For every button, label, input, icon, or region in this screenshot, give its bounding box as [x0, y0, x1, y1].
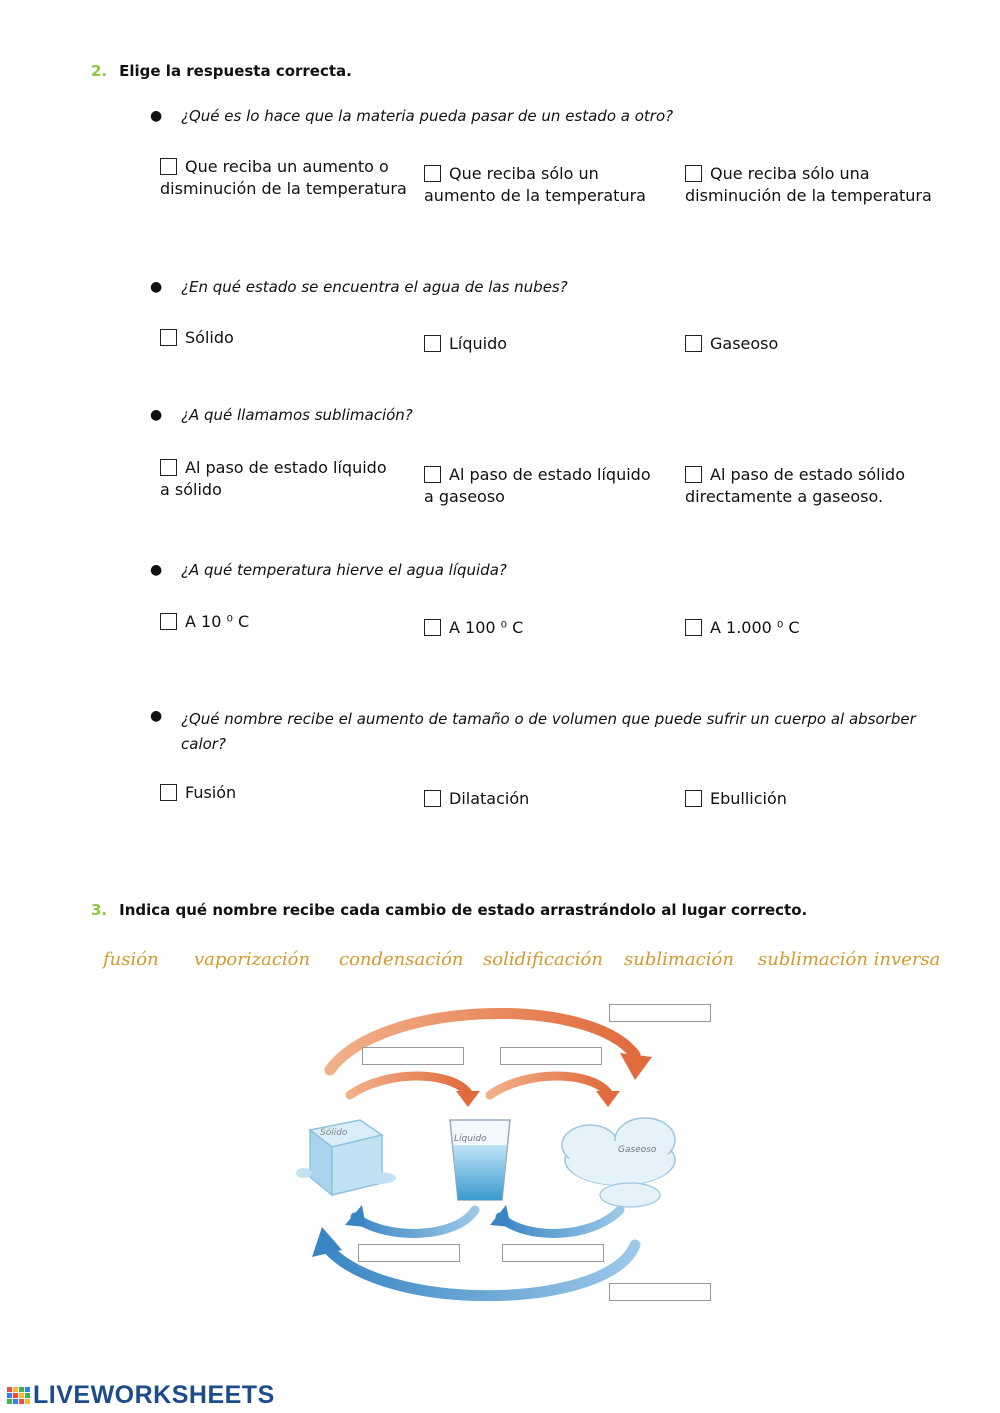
option-q2-a[interactable]: [160, 327, 234, 349]
option-line-1: Que reciba un aumento o: [185, 157, 389, 176]
solid-ice-illustration: [296, 1120, 396, 1195]
checkbox[interactable]: [685, 619, 702, 636]
checkbox[interactable]: [160, 158, 177, 175]
checkbox[interactable]: [685, 335, 702, 352]
question-line-2: calor?: [181, 735, 226, 753]
option-label: A 100 ⁰ C: [449, 618, 524, 637]
question-text: ¿En qué estado se encuentra el agua de las nubes?: [181, 278, 568, 296]
checkbox[interactable]: [424, 335, 441, 352]
option-line-1: Al paso de estado líquido: [449, 465, 651, 484]
checkbox[interactable]: [424, 466, 441, 483]
section-title: Elige la respuesta correcta.: [119, 62, 352, 80]
option-q4-a[interactable]: [160, 611, 249, 633]
drop-target-sublimation[interactable]: [609, 1004, 711, 1022]
bullet-icon: ●: [150, 407, 163, 423]
option-line-2: aumento de la temperatura: [424, 186, 646, 205]
logo-text: LIVEWORKSHEETS: [33, 1381, 275, 1409]
liveworksheets-logo[interactable]: [7, 1381, 275, 1410]
drop-target-inverse-sublimation[interactable]: [609, 1283, 711, 1301]
label-gas: Gaseoso: [618, 1145, 657, 1155]
option-line-2: a gaseoso: [424, 487, 505, 506]
option-line-1: Al paso de estado líquido: [185, 458, 387, 477]
section-title: Indica qué nombre recibe cada cambio de estado arrastrándolo al lugar correcto.: [119, 901, 808, 919]
option-line-1: Al paso de estado sólido: [710, 465, 905, 484]
question-text: [181, 707, 916, 757]
liquid-glass-illustration: [450, 1120, 510, 1200]
section-number: 3.: [91, 901, 108, 919]
option-label: Fusión: [185, 783, 237, 802]
option-q4-c[interactable]: [685, 617, 800, 639]
option-q1-b[interactable]: [424, 163, 646, 207]
drop-target-fusion[interactable]: [362, 1047, 464, 1065]
section-number: 2.: [91, 62, 108, 80]
state-change-diagram: [290, 995, 730, 1315]
arrow-vaporization: [490, 1076, 620, 1107]
label-solid: Sólido: [320, 1128, 348, 1138]
option-line-2: directamente a gaseoso.: [685, 487, 884, 506]
option-label: Líquido: [449, 334, 508, 353]
option-q5-b[interactable]: [424, 788, 529, 810]
option-label: A 1.000 ⁰ C: [710, 618, 800, 637]
question-line-1: ¿Qué nombre recibe el aumento de tamaño o de volumen que puede sufrir un cuerpo al absorber: [181, 710, 916, 728]
checkbox[interactable]: [160, 784, 177, 801]
option-label: Gaseoso: [710, 334, 779, 353]
option-label: Dilatación: [449, 789, 530, 808]
option-q5-a[interactable]: [160, 782, 236, 804]
checkbox[interactable]: [424, 165, 441, 182]
option-q3-c[interactable]: [685, 464, 905, 508]
question-text: ¿A qué llamamos sublimación?: [181, 406, 413, 424]
option-label: Ebullición: [710, 789, 787, 808]
checkbox[interactable]: [424, 619, 441, 636]
option-line-1: Que reciba sólo una: [710, 164, 870, 183]
option-label: Sólido: [185, 328, 234, 347]
draggable-word-fusion[interactable]: fusión: [103, 949, 159, 970]
question-text: ¿Qué es lo hace que la materia pueda pasar de un estado a otro?: [181, 107, 674, 125]
checkbox[interactable]: [160, 329, 177, 346]
draggable-word-solidificacion[interactable]: solidificación: [483, 949, 603, 970]
bullet-icon: ●: [150, 108, 163, 124]
arrow-condensation: [490, 1205, 620, 1233]
bullet-icon: ●: [150, 562, 163, 578]
checkbox[interactable]: [160, 613, 177, 630]
option-line-2: a sólido: [160, 480, 222, 499]
drop-target-condensation[interactable]: [502, 1244, 604, 1262]
draggable-word-sublimacion[interactable]: sublimación: [624, 949, 734, 970]
option-line-1: Que reciba sólo un: [449, 164, 599, 183]
gas-cloud-illustration: [562, 1118, 675, 1207]
drop-target-vaporization[interactable]: [500, 1047, 602, 1065]
option-q2-b[interactable]: [424, 333, 507, 355]
option-q2-c[interactable]: [685, 333, 778, 355]
checkbox[interactable]: [160, 459, 177, 476]
option-q5-c[interactable]: [685, 788, 787, 810]
checkbox[interactable]: [685, 466, 702, 483]
option-q1-a[interactable]: [160, 156, 407, 200]
arrow-solidification: [345, 1205, 475, 1233]
section-3-heading: [91, 901, 807, 919]
option-line-2: disminución de la temperatura: [685, 186, 932, 205]
option-line-2: disminución de la temperatura: [160, 179, 407, 198]
option-label: A 10 ⁰ C: [185, 612, 250, 631]
option-q1-c[interactable]: [685, 163, 932, 207]
arrow-fusion: [350, 1076, 480, 1107]
draggable-word-sublimacion-inversa[interactable]: sublimación inversa: [758, 949, 941, 970]
checkbox[interactable]: [685, 790, 702, 807]
option-q3-b[interactable]: [424, 464, 651, 508]
option-q3-a[interactable]: [160, 457, 387, 501]
section-2-heading: [91, 62, 352, 80]
label-liquid: Líquido: [454, 1134, 487, 1144]
question-text: ¿A qué temperatura hierve el agua líquida?: [181, 561, 507, 579]
logo-blocks-icon: [7, 1387, 33, 1405]
draggable-word-vaporizacion[interactable]: vaporización: [194, 949, 311, 970]
option-q4-b[interactable]: [424, 617, 523, 639]
checkbox[interactable]: [685, 165, 702, 182]
drop-target-solidification[interactable]: [358, 1244, 460, 1262]
bullet-icon: ●: [150, 708, 163, 724]
bullet-icon: ●: [150, 279, 163, 295]
draggable-word-condensacion[interactable]: condensación: [339, 949, 464, 970]
checkbox[interactable]: [424, 790, 441, 807]
